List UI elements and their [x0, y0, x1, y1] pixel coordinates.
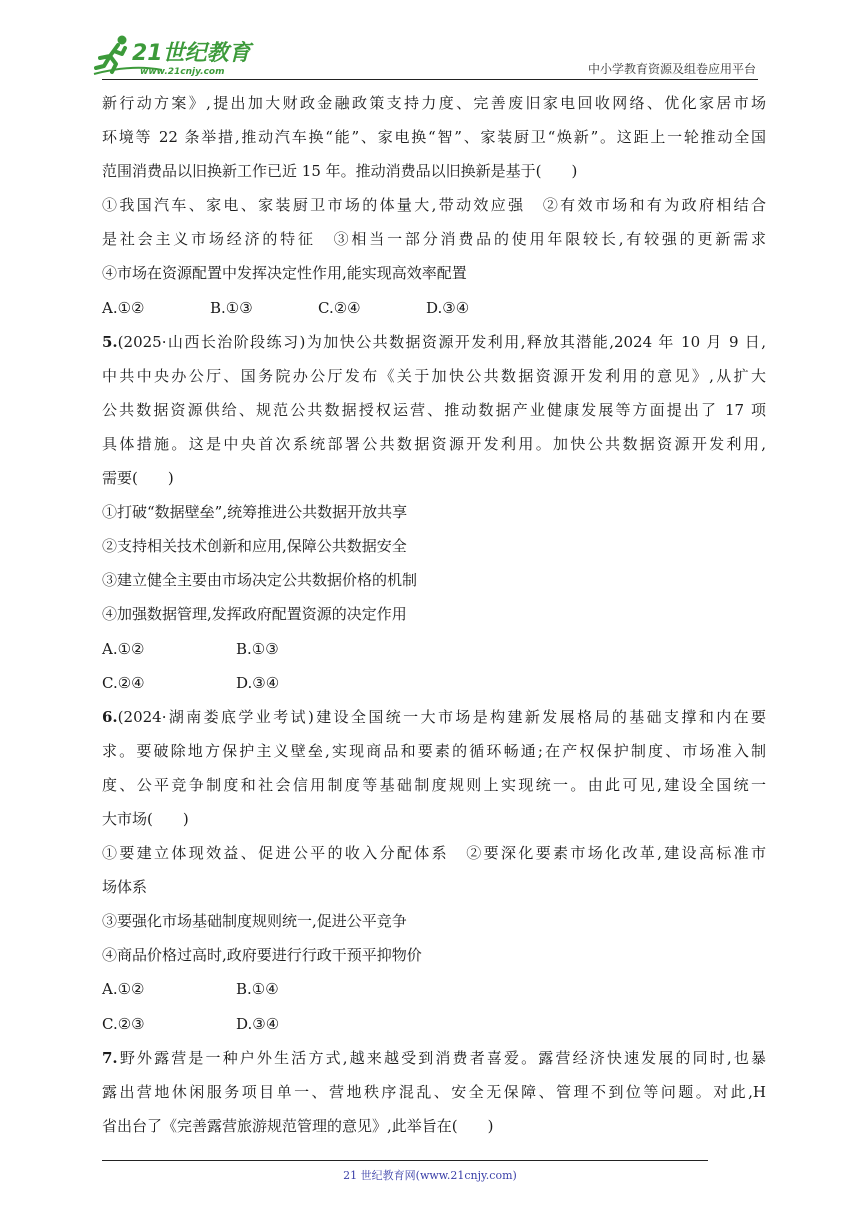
option-a: A.①②	[102, 980, 145, 999]
question-stem-line: 露出营地休闲服务项目单一、营地秩序混乱、安全无保障、管理不到位等问题。对此,H	[102, 1082, 766, 1101]
statement-line: ①我国汽车、家电、家装厨卫市场的体量大,带动效应强 ②有效市场和有为政府相结合	[102, 196, 766, 215]
question-5	[102, 325, 766, 700]
answer-options	[102, 291, 766, 325]
page-content	[102, 86, 766, 1143]
question-number: 6.	[102, 707, 118, 726]
statement-line: 是社会主义市场经济的特征 ③相当一部分消费品的使用年限较长,有较强的更新需求	[102, 230, 766, 249]
question-stem-line: 具体措施。这是中央首次系统部署公共数据资源开发利用。加快公共数据资源开发利用,	[102, 434, 766, 453]
header-divider	[102, 79, 758, 80]
option-c: C.②④	[318, 298, 361, 317]
question-stem-line: 省出台了《完善露营旅游规范管理的意见》,此举旨在( )	[102, 1116, 494, 1135]
question-stem-line: 中共中央办公厅、国务院办公厅发布《关于加快公共数据资源开发利用的意见》,从扩大	[102, 366, 766, 385]
svg-text:www.21cnjy.com: www.21cnjy.com	[140, 67, 225, 77]
option-a: A.①②	[102, 639, 145, 658]
answer-options	[102, 972, 766, 1006]
page-footer: 21 世纪教育网(www.21cnjy.com)	[343, 1169, 517, 1182]
footer-divider	[102, 1160, 708, 1161]
question-number: 5.	[102, 332, 118, 351]
question-stem-line: 度、公平竞争制度和社会信用制度等基础制度规则上实现统一。由此可见,建设全国统一	[102, 775, 766, 794]
option-d: D.③④	[236, 1014, 280, 1033]
statement-line: ④加强数据管理,发挥政府配置资源的决定作用	[102, 605, 407, 624]
question-stem-line: 范围消费品以旧换新工作已近 15 年。推动消费品以旧换新是基于( )	[102, 162, 578, 181]
answer-options	[102, 632, 766, 666]
statement-line: ①打破“数据壁垒”,统筹推进公共数据开放共享	[102, 503, 408, 522]
header-platform-text: 中小学教育资源及组卷应用平台	[587, 62, 756, 76]
running-man-logo-icon	[92, 34, 264, 78]
question-stem-line: 新行动方案》,提出加大财政金融政策支持力度、完善废旧家电回收网络、优化家居市场	[102, 94, 766, 112]
option-b: B.①③	[210, 298, 253, 317]
question-stem-line: 7.野外露营是一种户外生活方式,越来越受到消费者喜爱。露营经济快速发展的同时,也暴	[102, 1048, 766, 1067]
question-7	[102, 1041, 766, 1143]
question-number: 7.	[102, 1048, 118, 1067]
question-stem-line: 环境等 22 条举措,推动汽车换“能”、家电换“智”、家装厨卫“焕新”。这距上一轮推动全国	[102, 128, 766, 147]
statement-line: ③要强化市场基础制度规则统一,促进公平竞争	[102, 912, 407, 931]
page-header	[0, 0, 860, 80]
statement-line: ②支持相关技术创新和应用,保障公共数据安全	[102, 537, 407, 556]
option-d: D.③④	[236, 673, 280, 692]
option-b: B.①③	[236, 639, 279, 658]
option-a: A.①②	[102, 298, 145, 317]
logo	[92, 34, 264, 78]
question-stem-line: 公共数据资源供给、规范公共数据授权运营、推动数据产业健康发展等方面提出了 17 项	[102, 400, 766, 419]
statement-line: ③建立健全主要由市场决定公共数据价格的机制	[102, 571, 418, 590]
option-c: C.②③	[102, 1014, 145, 1033]
question-stem-line: 5.(2025·山西长治阶段练习)为加快公共数据资源开发利用,释放其潜能,2024 年 10 月 9 日,	[102, 332, 766, 351]
question-4	[102, 86, 766, 325]
answer-options	[102, 1007, 766, 1041]
question-6	[102, 700, 766, 1041]
statement-line: ④市场在资源配置中发挥决定性作用,能实现高效率配置	[102, 264, 467, 283]
option-c: C.②④	[102, 673, 145, 692]
answer-options	[102, 666, 766, 700]
question-stem-line: 大市场( )	[102, 809, 189, 828]
svg-text:21世纪教育: 21世纪教育	[132, 41, 251, 66]
question-stem-line: 需要( )	[102, 469, 174, 488]
statement-line: ①要建立体现效益、促进公平的收入分配体系 ②要深化要素市场化改革,建设高标准市	[102, 844, 766, 863]
question-stem-line: 6.(2024·湖南娄底学业考试)建设全国统一大市场是构建新发展格局的基础支撑和内在要	[102, 707, 766, 726]
statement-line: 场体系	[102, 878, 148, 897]
question-stem-line: 求。要破除地方保护主义壁垒,实现商品和要素的循环畅通;在产权保护制度、市场准入制	[102, 741, 766, 760]
statement-line: ④商品价格过高时,政府要进行行政干预平抑物价	[102, 946, 422, 965]
option-d: D.③④	[426, 298, 470, 317]
option-b: B.①④	[236, 980, 279, 999]
